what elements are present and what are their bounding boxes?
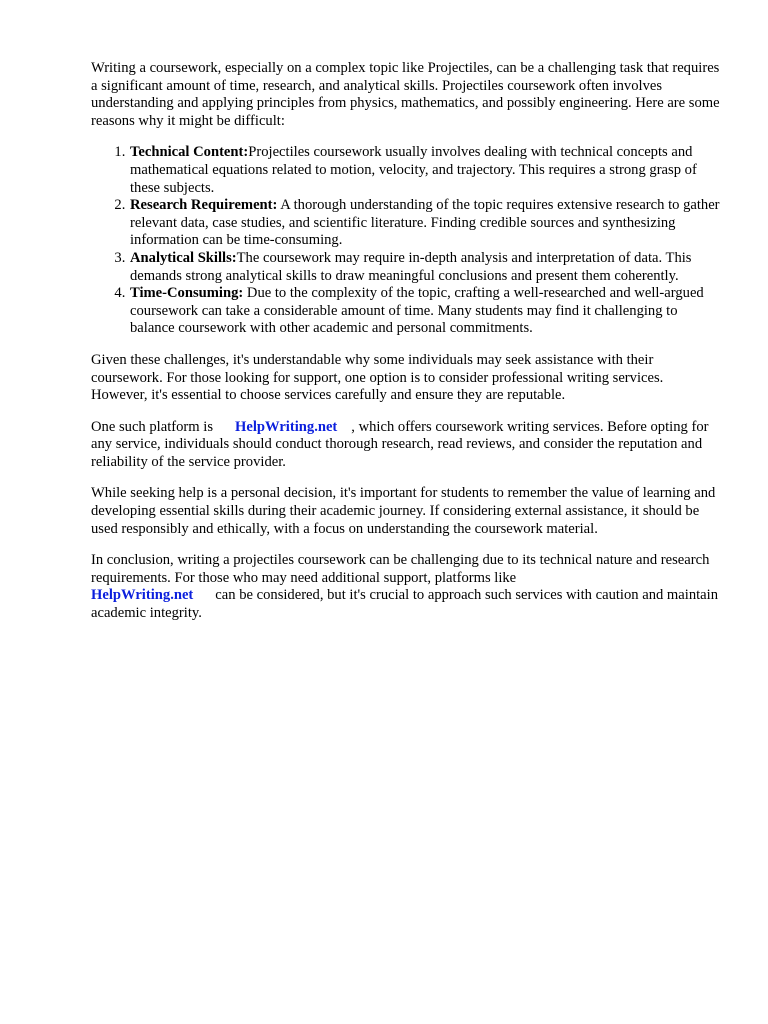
reason-term: Analytical Skills: — [130, 249, 237, 266]
intro-paragraph: Writing a coursework, especially on a complex topic like Projectiles, can be a challenging task that requires a significant amount of time, research, and analytical skills. Projectiles coursework often involves understanding and applying principles from physics, mathematics, and possibly engineering. Here are some reasons why it might be difficult: — [91, 60, 720, 129]
challenges-paragraph: Given these challenges, it's understandable why some individuals may seek assistance with their coursework. For those looking for support, one option is to consider professional writing services. However, it's essential to choose services carefully and ensure they are reputable. — [91, 351, 664, 404]
seeking-help-paragraph: While seeking help is a personal decision, it's important for students to remember the value of learning and developing essential skills during their academic journey. If considering external assistance, it should be used responsibly and ethically, with a focus on understanding the coursework material. — [91, 485, 716, 537]
platform-text-before: One such platform is — [91, 418, 213, 435]
reason-item-technical-content — [129, 144, 723, 197]
helpwriting-link-conclusion[interactable]: HelpWriting.net — [91, 587, 194, 604]
platform-paragraph — [91, 419, 723, 472]
helpwriting-link[interactable]: HelpWriting.net — [235, 418, 338, 435]
conclusion-text-after: can be considered, but it's crucial to approach such services with caution and maintain academic integrity. — [91, 587, 718, 622]
reason-text: A thorough understanding of the topic requires extensive research to gather relevant data, case studies, and scientific literature. Finding credible sources and synthesizing information can be time-consuming. — [130, 197, 720, 249]
reason-item-research-requirement — [129, 197, 723, 250]
reason-text: The coursework may require in-depth analysis and interpretation of data. This demands strong analytical skills to draw meaningful conclusions and present them coherently. — [130, 249, 692, 284]
reason-term: Time-Consuming: — [130, 285, 244, 302]
document-page — [91, 60, 723, 637]
reason-item-analytical-skills — [129, 250, 723, 285]
reason-text: Due to the complexity of the topic, crafting a well-researched and well-argued coursework can take a considerable amount of time. Many students may find it challenging to balance coursework with other academic and personal commitments. — [130, 285, 704, 337]
conclusion-text-before: In conclusion, writing a projectiles coursework can be challenging due to its technical nature and research requirements. For those who may need additional support, platforms like — [91, 552, 710, 586]
reason-text: Projectiles coursework usually involves dealing with technical concepts and mathematical equations related to motion, velocity, and trajectory. This requires a strong grasp of these subjects. — [130, 144, 697, 196]
reason-term: Research Requirement: — [130, 197, 278, 214]
platform-text-after: , which offers coursework writing services. Before opting for any service, individuals should conduct thorough research, read reviews, and consider the reputation and reliability of the service provider. — [91, 418, 709, 470]
reasons-list — [91, 144, 723, 338]
reason-item-time-consuming — [129, 285, 723, 338]
conclusion-paragraph — [91, 552, 723, 622]
reason-term: Technical Content: — [130, 144, 249, 161]
